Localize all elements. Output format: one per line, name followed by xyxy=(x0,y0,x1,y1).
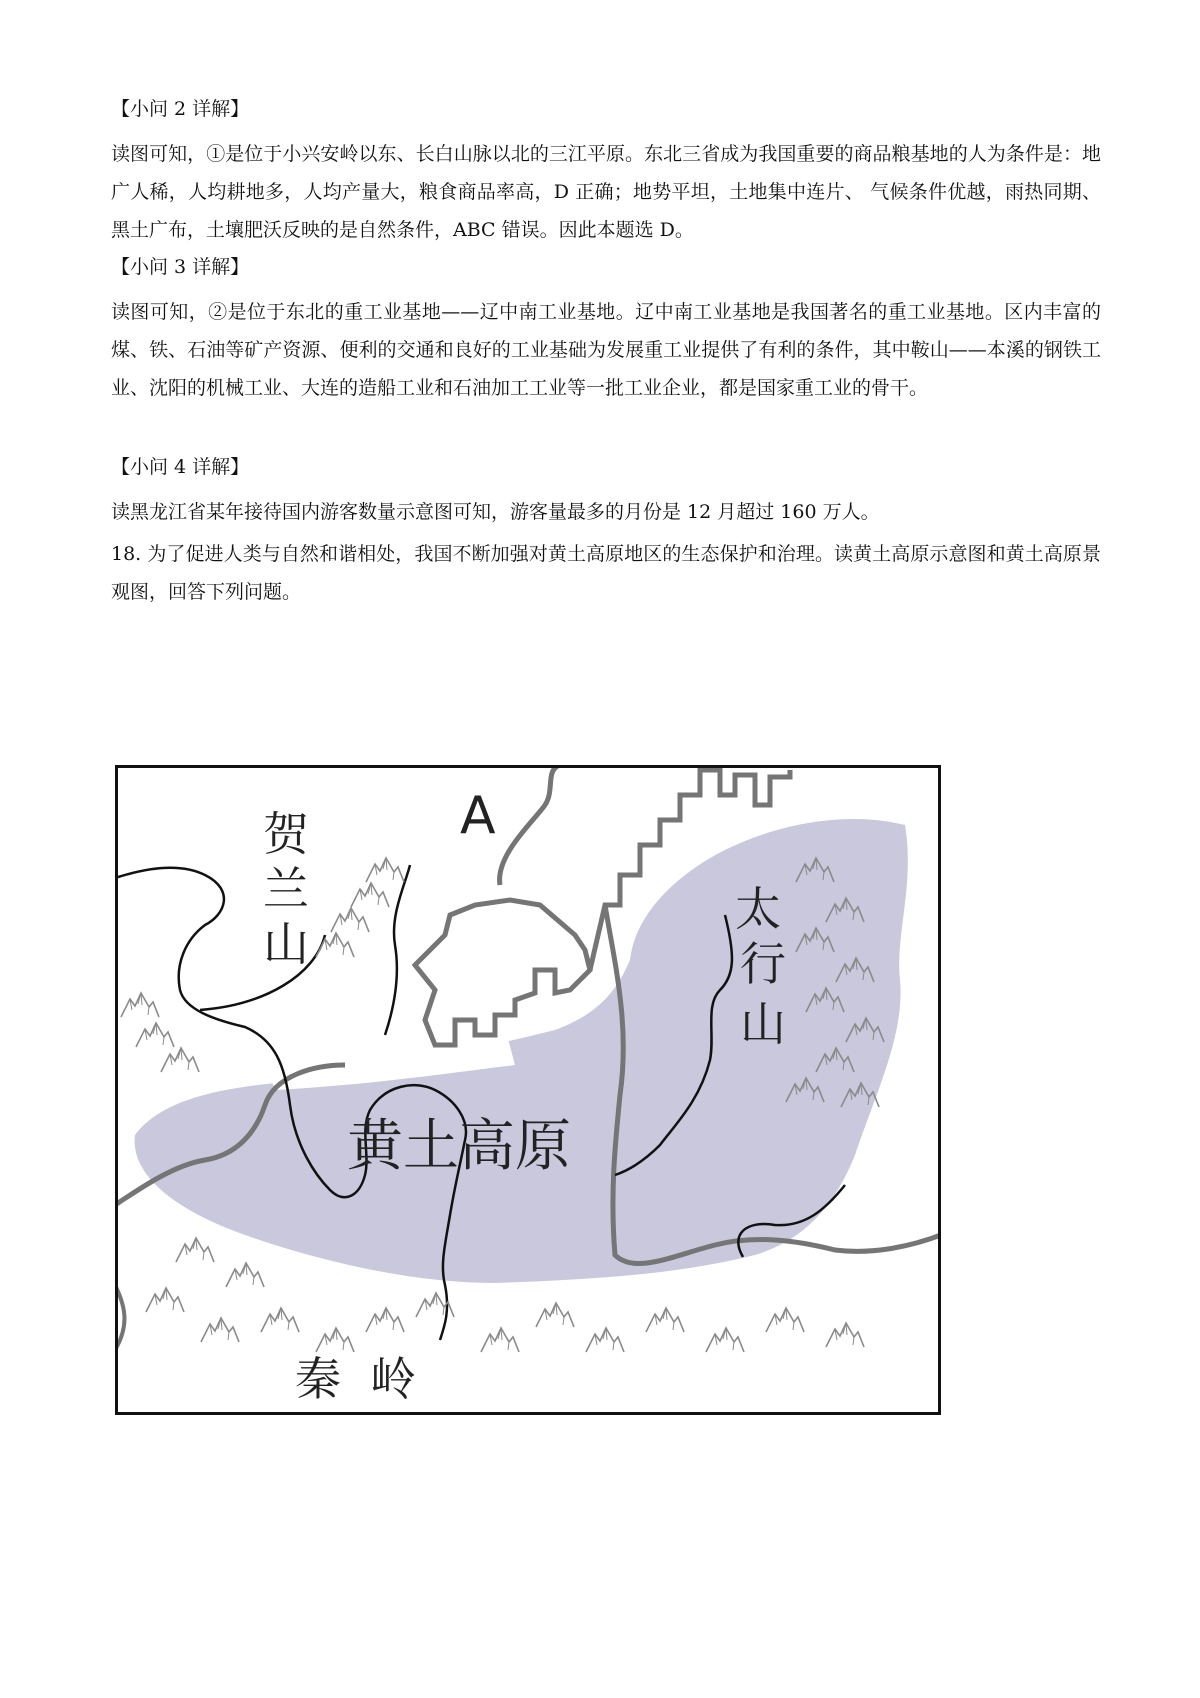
label-taihang-3: 山 xyxy=(740,997,786,1051)
section-heading: 【小问 4 详解】 xyxy=(111,456,250,478)
spacer xyxy=(111,411,1101,453)
label-helan-2: 兰 xyxy=(263,862,309,916)
label-qinling-2: 岭 xyxy=(370,1352,416,1406)
label-a: A xyxy=(460,786,496,846)
section-paragraph: 读黑龙江省某年接待国内游客数量示意图可知，游客量最多的月份是 12 月超过 160 万人。 xyxy=(111,501,880,523)
map-figure xyxy=(115,765,941,1415)
section-heading: 【小问 3 详解】 xyxy=(111,256,250,278)
section-heading: 【小问 2 详解】 xyxy=(111,98,250,120)
question-text: 18. 为了促进人类与自然和谐相处，我国不断加强对黄土高原地区的生态保护和治理。读黄土高原示意图和黄土高原景观图，回答下列问题。 xyxy=(111,543,1101,603)
section-q4 xyxy=(111,453,1101,531)
label-qinling-1: 秦 xyxy=(295,1352,341,1406)
label-helan-3: 山 xyxy=(263,917,309,971)
section-paragraph: 读图可知，①是位于小兴安岭以东、长白山脉以北的三江平原。东北三省成为我国重要的商品粮基地的人为条件是：地广人稀，人均耕地多，人均产量大，粮食商品率高，D 正确；地势平坦，土地集中连片、 气候条件优越，雨热同期、黑土广布，土壤肥沃反映的是自然条件，ABC 错误。因此本题选 D。 xyxy=(111,143,1101,241)
document-body xyxy=(111,95,1101,615)
section-paragraph: 读图可知，②是位于东北的重工业基地——辽中南工业基地。辽中南工业基地是我国著名的重工业基地。区内丰富的煤、铁、石油等矿产资源、便利的交通和良好的工业基础为发展重工业提供了有利的条件，其中鞍山——本溪的钢铁工业、沈阳的机械工业、大连的造船工业和石油加工工业等一批工业企业，都是国家重工业的骨干。 xyxy=(111,301,1101,399)
section-q2 xyxy=(111,95,1101,249)
label-helan-1: 贺 xyxy=(263,807,309,861)
section-q3 xyxy=(111,253,1101,407)
label-taihang-2: 行 xyxy=(740,937,786,991)
loess-plateau-map xyxy=(115,765,941,1415)
label-loess-plateau: 黄土高原 xyxy=(347,1114,571,1179)
question-18 xyxy=(111,535,1101,611)
label-taihang-1: 太 xyxy=(735,882,781,936)
